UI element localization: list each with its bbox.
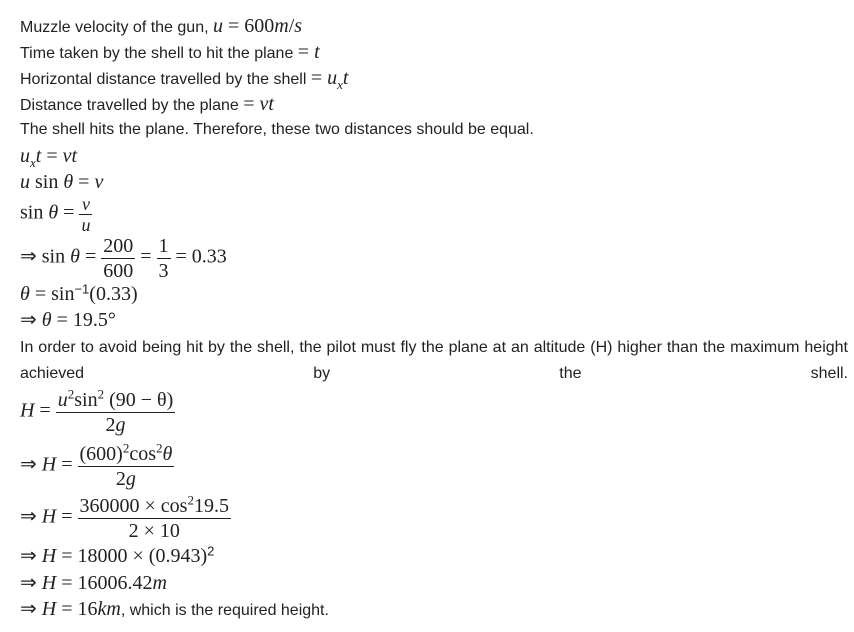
equation-h-substitution: ⇒ H = $\frac{(600)^2\cos^2\theta}{2g}$ xyxy=(20,440,173,490)
equation-h-16006: ⇒ H = 16006.42m xyxy=(20,572,167,594)
altitude-paragraph: In order to avoid being hit by the shell, the pilot must fly the plane at an altitude (H) higher than the maximum height achieved by the shell. xyxy=(20,339,848,382)
fraction-h-formula: $\frac{u^2\sin^2 (90 - \theta)}{2g}$ xyxy=(57,386,174,436)
fraction-h-numeric: $\frac{360000 \times \cos^219.5}{2 \times 10}$ xyxy=(79,492,229,542)
equal-distances-statement: The shell hits the plane. Therefore, these two distances should be equal. xyxy=(20,121,534,138)
equation-h-18000: ⇒ $H = 18000 \times (0.943)^2$ xyxy=(20,543,215,567)
horizontal-distance-line: Horizontal distance travelled by the shell = $u_xt$ xyxy=(20,67,349,92)
muzzle-velocity-line: Muzzle velocity of the gun, u = 600m/s xyxy=(20,15,303,37)
fraction-1-3: $\frac{1}{3}$ xyxy=(158,235,169,282)
equation-uxt-vt: $u_xt$ = vt xyxy=(20,145,78,170)
equation-theta-result: ⇒ θ = 19.5° xyxy=(20,309,116,331)
fraction-200-600: $\frac{200}{600}$ xyxy=(103,235,134,282)
equation-h-formula: H = $\frac{u^2\sin^2 (90 - \theta)}{2g}$ xyxy=(20,386,174,436)
equation-h-numeric: ⇒ H = $\frac{360000 \times \cos^219.5}{2 \times 10}$ xyxy=(20,492,229,542)
time-taken-line: Time taken by the shell to hit the plane = t xyxy=(20,41,320,63)
plane-distance-line: Distance travelled by the plane = vt xyxy=(20,93,274,115)
equation-sin-value: ⇒ sin θ = $\frac{200}{600}$ = $\frac{1}{3}$ = 0.33 xyxy=(20,235,227,282)
fraction-v-u: $\frac{v}{u}$ xyxy=(81,194,91,235)
equation-sin-v-over-u: sin θ = $\frac{v}{u}$ xyxy=(20,194,91,235)
fraction-h-substitution: $\frac{(600)^2\cos^2\theta}{2g}$ xyxy=(79,440,173,490)
equation-theta-arcsin: $\theta = \sin^{-1}(0.33)$ xyxy=(20,281,138,305)
equation-h-final: ⇒ H = 16km, which is the required height. xyxy=(20,598,329,620)
equation-usin-v: u sin θ = v xyxy=(20,171,104,193)
